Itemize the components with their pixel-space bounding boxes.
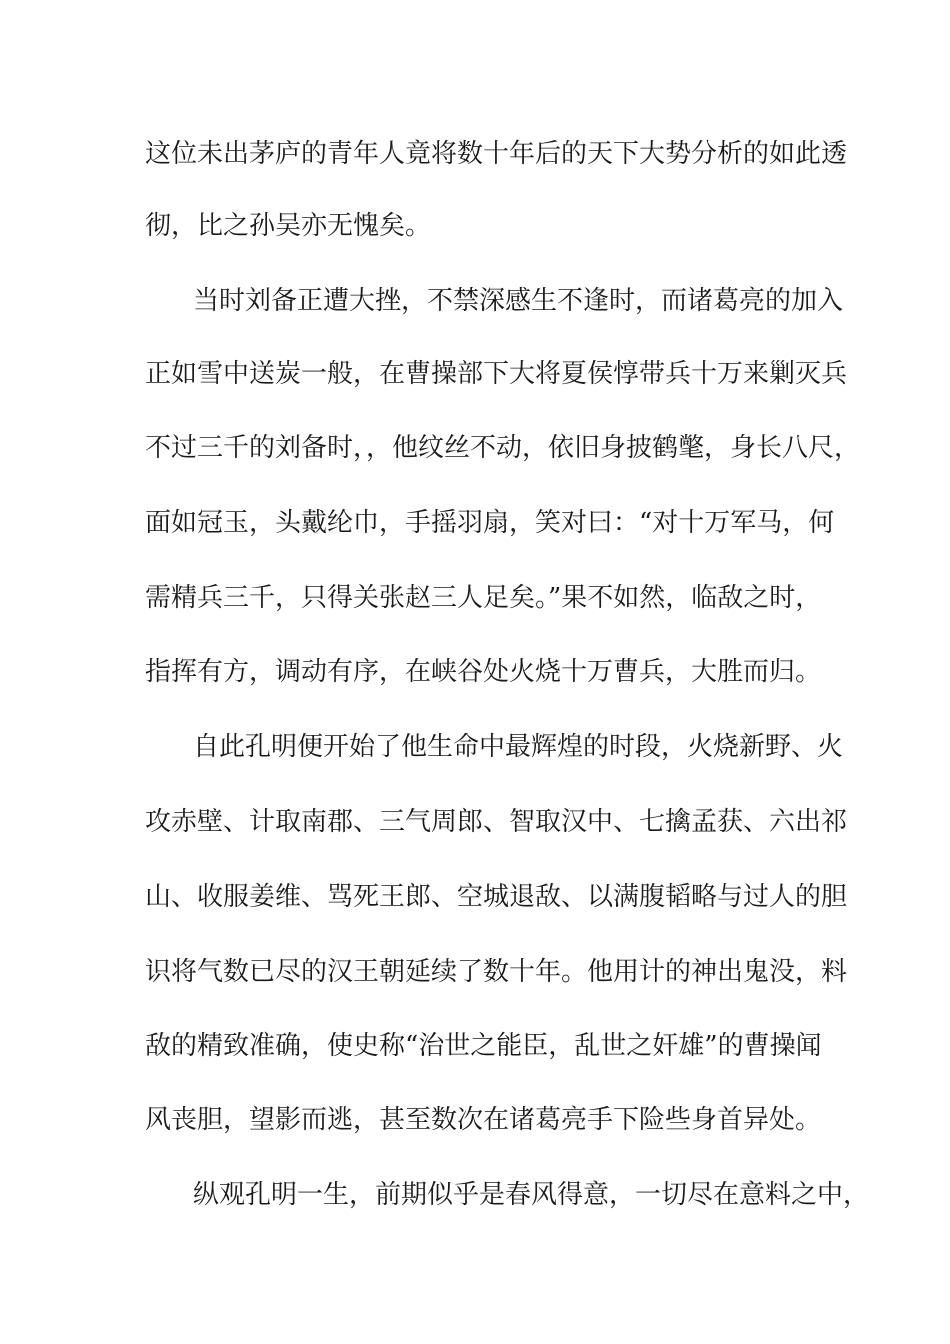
text-line: 风丧胆，望影而逃，甚至数次在诸葛亮手下险些身首异处。 bbox=[145, 1105, 822, 1135]
text-line: 攻赤壁、计取南郡、三气周郎、智取汉中、七擒孟获、六出祁 bbox=[145, 807, 848, 837]
text-line: 识将气数已尽的汉王朝延续了数十年。他用计的神出鬼没，料 bbox=[145, 957, 848, 987]
paragraph-start-line: 当时刘备正遭大挫，不禁深感生不逢时，而诸葛亮的加入 bbox=[193, 286, 844, 316]
paragraph-start-line: 自此孔明便开始了他生命中最辉煌的时段，火烧新野、火 bbox=[193, 732, 844, 762]
text-line: 需精兵三千，只得关张赵三人足矣。”果不如然，临敌之时， bbox=[145, 583, 822, 613]
text-line: 山、收服姜维、骂死王郎、空城退敌、以满腹韬略与过人的胆 bbox=[145, 882, 848, 912]
text-line: 敌的精致准确，使史称“治世之能臣，乱世之奸雄”的曹操闻 bbox=[145, 1031, 822, 1061]
text-line: 这位未出茅庐的青年人竟将数十年后的天下大势分析的如此透 bbox=[145, 139, 848, 169]
paragraph-start-line: 纵观孔明一生，前期似乎是春风得意，一切尽在意料之中， bbox=[193, 1180, 870, 1210]
text-line: 不过三千的刘备时，，他纹丝不动，依旧身披鹤氅，身长八尺， bbox=[145, 433, 861, 463]
text-line: 彻，比之孙吴亦无愧矣。 bbox=[145, 211, 432, 241]
text-line: 正如雪中送炭一般，在曹操部下大将夏侯惇带兵十万来剿灭兵 bbox=[145, 359, 848, 389]
text-line: 面如冠玉，头戴纶巾，手摇羽扇，笑对曰：“对十万军马，何 bbox=[145, 508, 835, 538]
text-line: 指挥有方，调动有序，在峡谷处火烧十万曹兵，大胜而归。 bbox=[145, 657, 822, 687]
